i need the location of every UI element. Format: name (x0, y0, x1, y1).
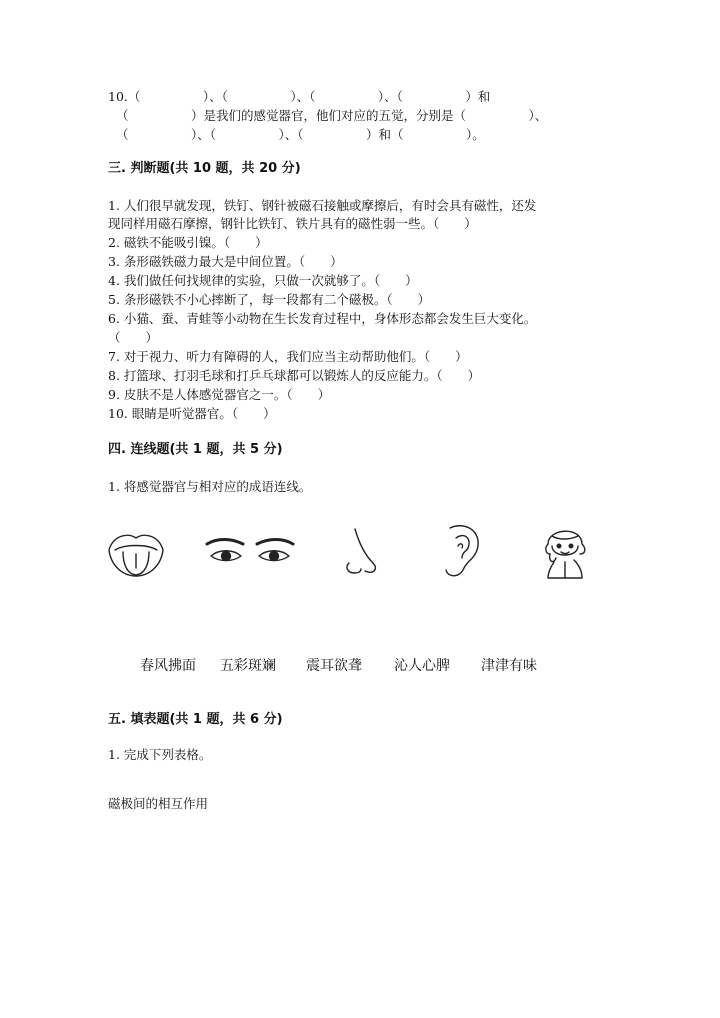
section4-question: 1. 将感觉器官与相对应的成语连线。 (108, 479, 312, 494)
section3-item: 9. 皮肤不是人体感觉器官之一。（ ） (108, 387, 331, 402)
section3-item: 5. 条形磁铁不小心摔断了，每一段都有二个磁极。（ ） (108, 292, 431, 307)
q10-line1: 10.（ ）、（ ）、（ ）、（ ）和 (108, 89, 491, 104)
table-caption: 磁极间的相互作用 (108, 796, 209, 811)
section3-item: 1. 人们很早就发现，铁钉、钢针被磁石接触或摩擦后，有时会具有磁性，还发 (108, 198, 537, 213)
section3-item: 2. 磁铁不能吸引镍。（ ） (108, 235, 268, 250)
section5-question: 1. 完成下列表格。 (108, 747, 212, 762)
section3-item: 6. 小猫、蚕、青蛙等小动物在生长发育过程中，身体形态都会发生巨大变化。 (108, 311, 537, 326)
section3-title: 三. 判断题(共 10 题，共 20 分) (108, 161, 301, 176)
section3-item: （ ） (108, 330, 159, 345)
section3-item: 8. 打篮球、打羽毛球和打乒乓球都可以锻炼人的反应能力。（ ） (108, 368, 481, 383)
idiom-5: 津津有味 (481, 658, 537, 674)
girl-touching-face-icon (540, 522, 590, 580)
section3-item: 4. 我们做任何找规律的实验，只做一次就够了。（ ） (108, 273, 418, 288)
section5-title: 五. 填表题(共 1 题，共 6 分) (108, 712, 283, 727)
section3-item: 10. 眼睛是听觉器官。（ ） (108, 406, 276, 421)
idiom-4: 沁人心脾 (394, 658, 450, 674)
q10-line2: （ ）是我们的感觉器官，他们对应的五觉，分别是（ ）、 (116, 108, 548, 123)
idiom-3: 震耳欲聋 (306, 658, 362, 674)
nose-icon (343, 527, 383, 577)
ear-icon (440, 522, 484, 580)
idiom-1: 春风拂面 (140, 658, 196, 674)
section3-item: 3. 条形磁铁磁力最大是中间位置。（ ） (108, 254, 343, 269)
section3-item: 7. 对于视力、听力有障碍的人，我们应当主动帮助他们。（ ） (108, 349, 468, 364)
idiom-2: 五彩斑斓 (220, 658, 276, 674)
q10-line3: （ ）、（ ）、（ ）和（ ）。 (116, 127, 485, 142)
section4-title: 四. 连线题(共 1 题，共 5 分) (108, 442, 283, 457)
tongue-icon (105, 528, 167, 582)
eyes-icon (205, 536, 295, 570)
section3-item: 现同样用磁石摩擦，钢针比铁钉、铁片具有的磁性弱一些。（ ） (108, 216, 477, 231)
